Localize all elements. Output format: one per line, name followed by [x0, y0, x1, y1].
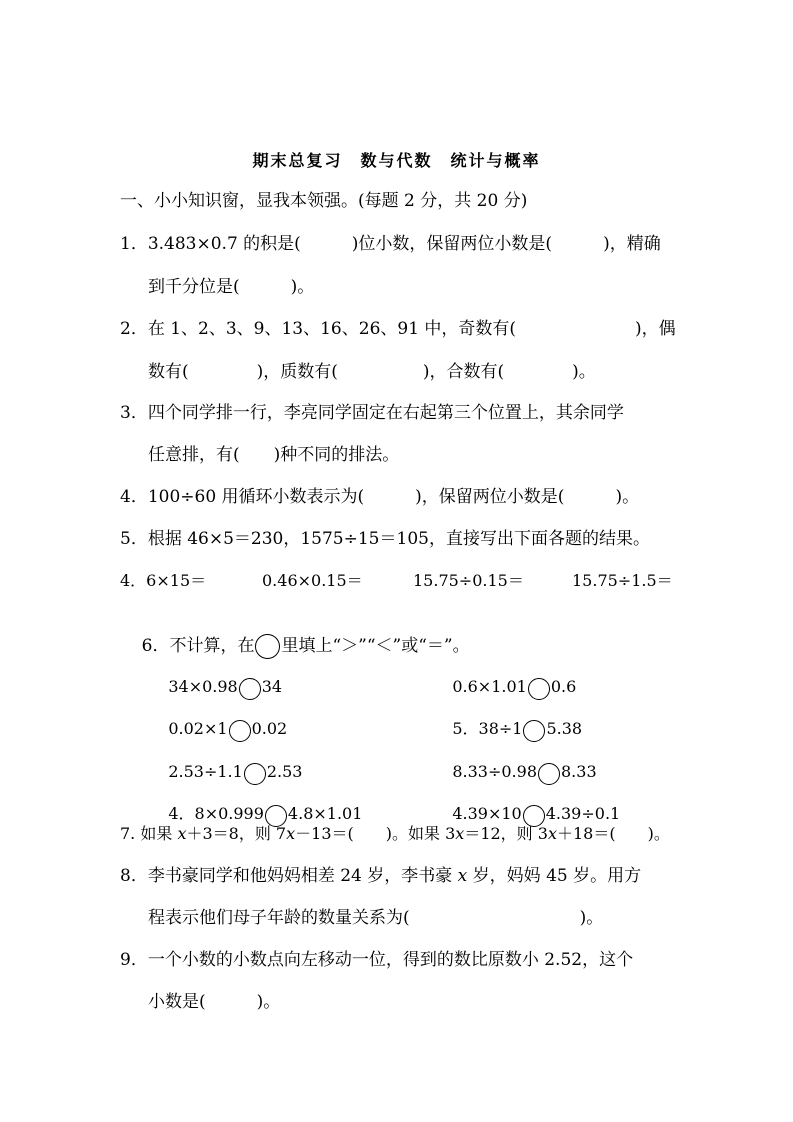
compare-left: 4．8×0.999	[168, 804, 264, 823]
page-title: 期末总复习 数与代数 统计与概率	[252, 151, 541, 170]
question-1-line-2: 到千分位是( )。	[148, 277, 315, 297]
compare-left: 2.53÷1.1	[168, 762, 243, 781]
question-3-line-1: 3．四个同学排一行，李亮同学固定在右起第三个位置上，其余同学	[120, 403, 624, 423]
compare-left: 0.02×1	[168, 719, 228, 738]
question-8-line-1	[120, 865, 641, 887]
compare-left: 4.39×10	[452, 804, 522, 823]
q7-text: －13＝( )。如果 3	[295, 824, 456, 843]
compare-right: 34	[261, 677, 283, 696]
question-9-line-1: 9．一个小数的小数点向左移动一位，得到的数比原数小 2.52，这个	[120, 950, 634, 970]
q5-item-2: 0.46×0.15＝	[262, 571, 363, 590]
compare-right: 0.6	[550, 677, 577, 696]
q5-item-1: 4．6×15＝	[120, 571, 207, 590]
section-heading: 一、小小知识窗，显我本领强。(每题 2 分，共 20 分)	[120, 191, 528, 211]
question-7	[120, 823, 670, 845]
question-5: 5．根据 46×5＝230，1575÷15＝105，直接写出下面各题的结果。	[120, 529, 650, 549]
q7-variable: x	[547, 824, 557, 843]
q7-variable: x	[177, 824, 187, 843]
q7-text: ＋3＝8，则 7	[186, 824, 287, 843]
q5-item-4: 15.75÷1.5＝	[572, 571, 673, 590]
question-8-line-2: 程表示他们母子年龄的数量关系为( )。	[148, 908, 604, 928]
q8-text: 8．李书豪同学和他妈妈相差 24 岁，李书豪	[120, 866, 458, 886]
q7-variable: x	[455, 824, 465, 843]
compare-left: 5．38÷1	[452, 719, 523, 738]
compare-right: 2.53	[266, 762, 303, 781]
question-3-line-2: 任意排，有( )种不同的排法。	[148, 445, 400, 465]
q8-text: 岁，妈妈 45 岁。用方	[467, 866, 642, 886]
question-2-line-1: 2．在 1、2、3、9、13、16、26、91 中，奇数有( )，偶	[120, 319, 676, 339]
q7-text: ＝12，则 3	[464, 824, 548, 843]
q7-text: ＋18＝( )。	[556, 824, 670, 843]
compare-right: 8.33	[561, 762, 597, 781]
compare-left: 34×0.98	[168, 677, 238, 696]
q7-text: 7. 如果	[120, 824, 178, 843]
q6-suffix: 里填上“＞”“＜”或“＝”。	[281, 636, 470, 656]
compare-right: 4.8×1.01	[287, 804, 363, 823]
question-2-line-2: 数有( )，质数有( )，合数有( )。	[148, 362, 596, 382]
q7-variable: x	[286, 824, 296, 843]
question-4: 4．100÷60 用循环小数表示为( )，保留两位小数是( )。	[120, 487, 640, 507]
compare-right: 0.02	[251, 719, 288, 738]
compare-right: 4.39÷0.1	[545, 804, 621, 823]
q5-item-3: 15.75÷0.15＝	[413, 571, 524, 590]
compare-left: 0.6×1.01	[452, 677, 527, 696]
compare-left: 8.33÷0.98	[452, 762, 537, 781]
question-9-line-2: 小数是( )。	[148, 992, 281, 1012]
question-1-line-1: 1．3.483×0.7 的积是( )位小数，保留两位小数是( )，精确	[120, 234, 661, 254]
compare-right: 5.38	[546, 719, 583, 738]
q8-variable: x	[457, 866, 468, 886]
q6-prefix: 6．不计算，在	[141, 636, 255, 656]
